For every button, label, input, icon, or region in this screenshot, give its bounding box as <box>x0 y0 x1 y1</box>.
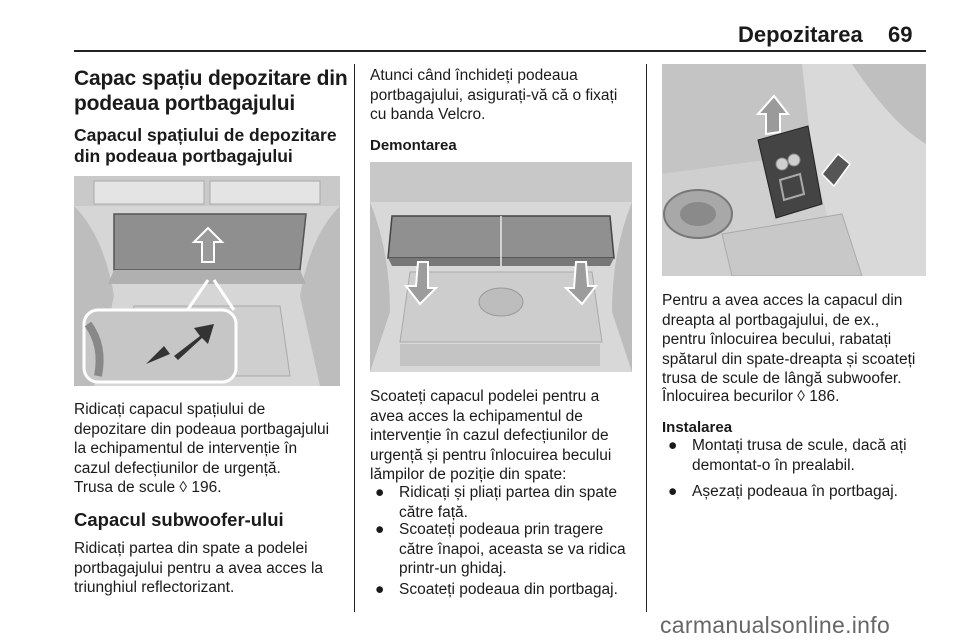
paragraph-removal: Scoateți capacul podelei pentru a avea acces la echipamentul de intervenție în cazul defecțiunilor de urgență și pentru înlocuirea becului lămpilor de poziție din spate: <box>370 388 612 483</box>
list-item: ● Așezați podeaua în portbagaj. <box>668 483 898 500</box>
floor-removal-illustration <box>370 162 632 372</box>
bullet-icon: ● <box>375 581 385 598</box>
section-title: Capac spațiu depozitare din podeaua portbagajului <box>74 67 348 115</box>
page-number: 69 <box>888 22 913 47</box>
bullet-icon: ● <box>668 483 678 500</box>
bullet-icon: ● <box>375 484 385 501</box>
paragraph-bulb-replacement: Înlocuirea becurilor ◊ 186. <box>662 388 840 405</box>
list-item: ● Scoateți podeaua prin tragere către înapoi, aceasta se va ridica printr-un ghidaj. <box>375 521 626 577</box>
page-reference-link[interactable]: 186. <box>809 388 840 405</box>
page-reference-link[interactable]: 196. <box>191 479 222 496</box>
install-heading: Instalarea <box>662 419 733 436</box>
running-header-title: Depozitarea <box>738 22 863 47</box>
list-item: ● Montați trusa de scule, dacă ați demontat-o în prealabil. <box>668 437 907 474</box>
removal-heading: Demontarea <box>370 137 457 154</box>
column-divider-right <box>646 64 647 612</box>
watermark: carmanualsonline.info <box>660 612 891 638</box>
list-item: ● Scoateți podeaua din portbagaj. <box>375 581 618 598</box>
bullet-icon: ● <box>375 521 385 538</box>
reference-icon: ◊ <box>179 479 188 496</box>
paragraph-lift-cover: Ridicați capacul spațiului de depozitare din podeaua portbagajului la echipamentul de intervenție în cazul defecțiunilor de urgență. <box>74 401 330 477</box>
subsection-title: Capacul spațiului de depozitare din podeaua portbagajului <box>74 125 337 166</box>
list-item: ● Ridicați și pliați partea din spate către față. <box>375 484 617 521</box>
paragraph-velcro: Atunci când închideți podeaua portbagajului, asigurați-vă că o fixați cu banda Velcro. <box>370 67 618 123</box>
reference-icon: ◊ <box>797 388 805 405</box>
subwoofer-heading: Capacul subwoofer-ului <box>74 509 284 530</box>
header-rule <box>74 50 926 52</box>
paragraph-toolkit: Trusa de scule ◊ 196. <box>74 479 222 496</box>
bullet-icon: ● <box>668 437 678 454</box>
subwoofer-toolkit-illustration <box>662 64 926 276</box>
paragraph-subwoofer: Ridicați partea din spate a podelei portbagajului pentru a avea acces la triunghiul reflectorizant. <box>74 540 324 596</box>
column-divider-left <box>354 64 355 612</box>
trunk-floor-illustration <box>74 176 340 386</box>
paragraph-right-access: Pentru a avea acces la capacul din dreapta al portbagajului, de ex., pentru înlocuirea becului, rabatați spătarul din spate-dreapta și scoateți trusa de scule de lângă subwoofer. <box>662 292 916 387</box>
